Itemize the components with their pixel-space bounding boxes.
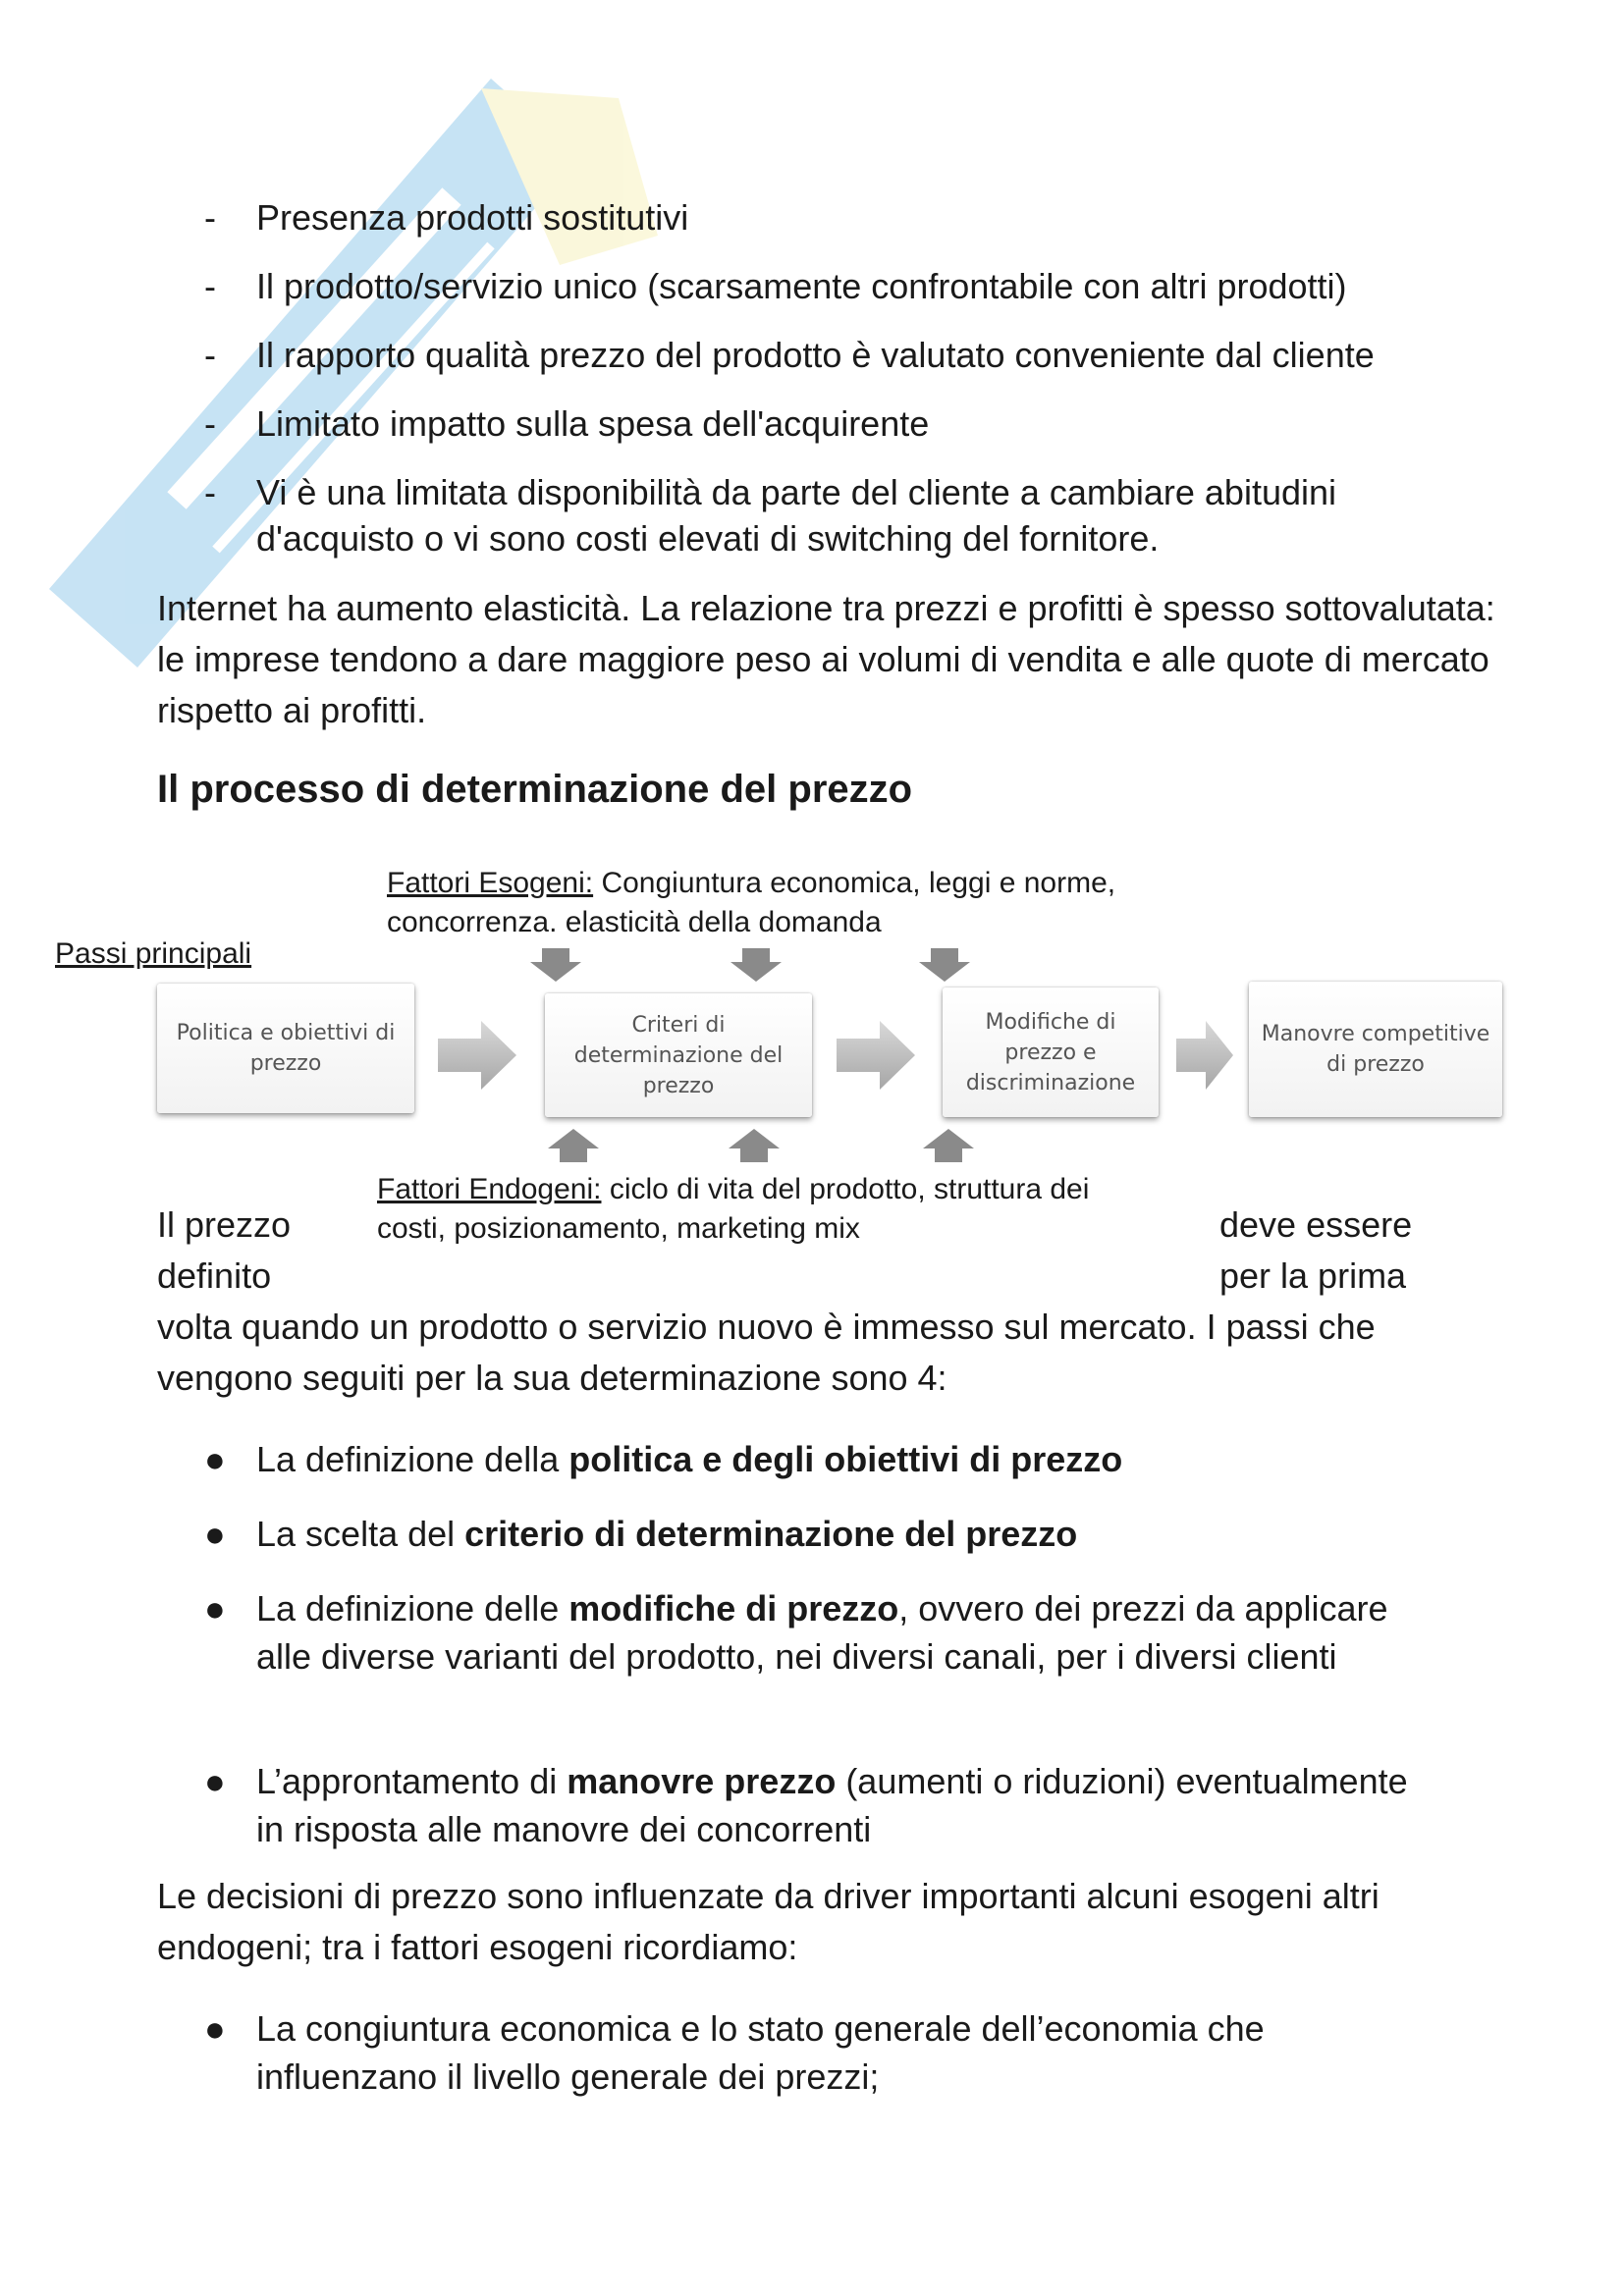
- exogenous-text: Congiuntura economica, leggi e norme, concorrenza. elasticità della domanda: [387, 867, 1116, 938]
- arrow-up-icon: [921, 1129, 976, 1164]
- dash-marker: -: [204, 197, 216, 238]
- arrow-up-icon: [727, 1129, 782, 1164]
- list-item-text: La definizione della politica e degli obiettivi di prezzo: [256, 1439, 1123, 1479]
- endogenous-label: Fattori Endogeni:: [377, 1173, 602, 1205]
- step-box-criteria: Criteri di determinazione del prezzo: [545, 993, 812, 1117]
- list-item-text: Il prodotto/servizio unico (scarsamente confrontabile con altri prodotti): [256, 266, 1347, 306]
- exogenous-factors-note: [387, 864, 1221, 942]
- arrow-down-icon: [528, 948, 583, 984]
- bullet-marker: ●: [204, 1761, 226, 1801]
- paragraph: volta quando un prodotto o servizio nuovo è immesso sul mercato. I passi che vengono seguiti per la sua determinazione sono 4:: [157, 1307, 1376, 1398]
- endogenous-factors-note: [377, 1170, 1133, 1249]
- arrow-up-icon: [546, 1129, 601, 1164]
- step-box-modifications: Modifiche di prezzo e discriminazione: [943, 988, 1159, 1117]
- list-item-text: La scelta del criterio di determinazione del prezzo: [256, 1514, 1078, 1554]
- list-item-text: La congiuntura economica e lo stato generale dell’economia che influenzano il livello generale dei prezzi;: [256, 2008, 1265, 2097]
- list-item-text: Presenza prodotti sostitutivi: [256, 197, 689, 238]
- dash-marker: -: [204, 472, 216, 512]
- bullet-marker: ●: [204, 1514, 226, 1554]
- list-item-text: La definizione delle modifiche di prezzo, ovvero dei prezzi da applicare alle diverse varianti del prodotto, nei diversi canali, per i diversi clienti: [256, 1588, 1388, 1677]
- dash-marker: -: [204, 403, 216, 444]
- step-box-policy: Politica e obiettivi di prezzo: [157, 984, 414, 1113]
- paragraph-fragment: per la prima: [1219, 1255, 1407, 1296]
- step-box-competitive: Manovre competitive di prezzo: [1249, 982, 1502, 1117]
- arrow-down-icon: [917, 948, 972, 984]
- list-item-text: L’approntamento di manovre prezzo (aumenti o riduzioni) eventualmente in risposta alle manovre dei concorrenti: [256, 1761, 1408, 1849]
- arrow-right-icon: [837, 1021, 917, 1090]
- paragraph-fragment: Il prezzo: [157, 1204, 292, 1245]
- endogenous-text: ciclo di vita del prodotto, struttura dei costi, posizionamento, marketing mix: [377, 1173, 1090, 1245]
- list-item-text: Il rapporto qualità prezzo del prodotto è valutato conveniente dal cliente: [256, 335, 1375, 375]
- paragraph-fragment: deve essere: [1219, 1204, 1413, 1245]
- dash-marker: -: [204, 335, 216, 375]
- paragraph: Le decisioni di prezzo sono influenzate da driver importanti alcuni esogeni altri endogeni; tra i fattori esogeni ricordiamo:: [157, 1876, 1380, 1967]
- dash-marker: -: [204, 266, 216, 306]
- arrow-down-icon: [729, 948, 784, 984]
- paragraph-fragment: definito: [157, 1255, 272, 1296]
- section-heading: Il processo di determinazione del prezzo: [157, 768, 913, 811]
- bullet-marker: ●: [204, 1439, 226, 1479]
- list-item-text: Vi è una limitata disponibilità da parte del cliente a cambiare abitudini d'acquisto o vi sono costi elevati di switching del fornitore.: [256, 472, 1337, 559]
- arrow-right-icon: [1176, 1021, 1235, 1090]
- main-steps-label: Passi principali: [55, 937, 252, 970]
- arrow-right-icon: [438, 1021, 518, 1090]
- bullet-marker: ●: [204, 1588, 226, 1629]
- paragraph: Internet ha aumento elasticità. La relazione tra prezzi e profitti è spesso sottovalutata: le imprese tendono a dare maggiore peso ai volumi di vendita e alle quote di mercato rispetto ai profitti.: [157, 588, 1495, 730]
- list-item-text: Limitato impatto sulla spesa dell'acquirente: [256, 403, 930, 444]
- bullet-marker: ●: [204, 2008, 226, 2049]
- exogenous-label: Fattori Esogeni:: [387, 867, 594, 899]
